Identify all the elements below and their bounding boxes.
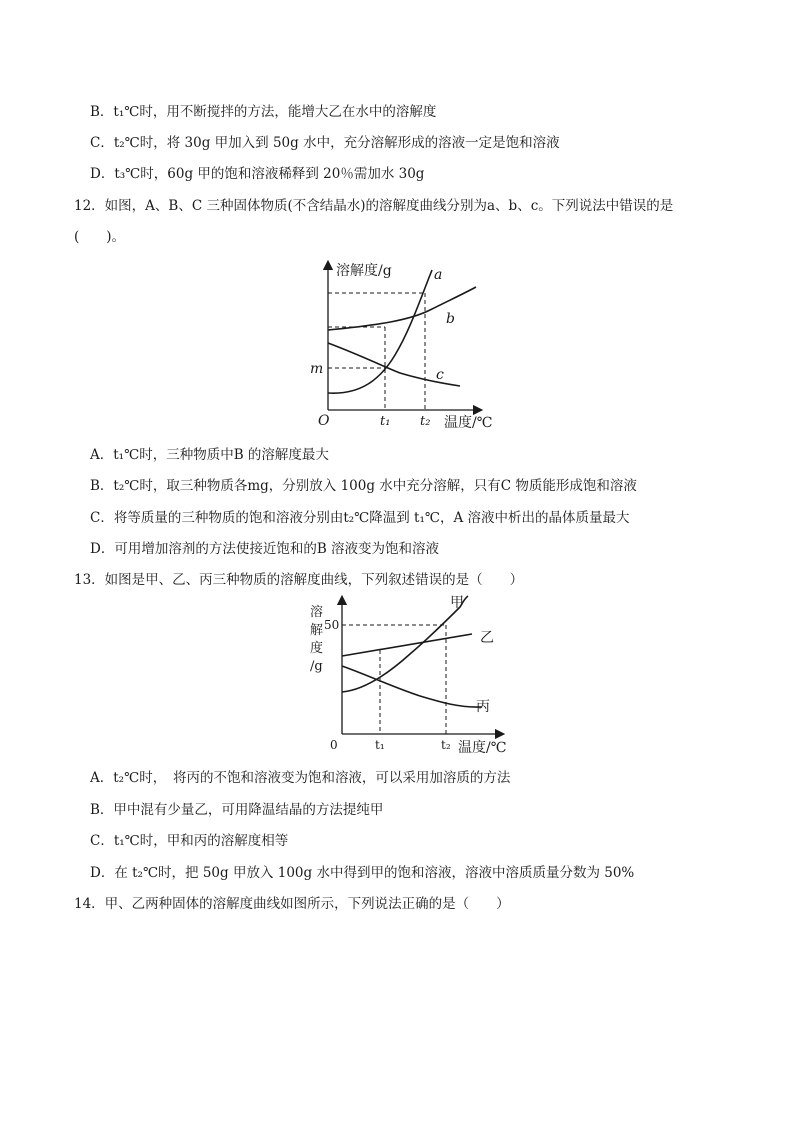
q13-curve-bing-label: 丙 [476, 699, 490, 715]
q13-option-b: B．甲中混有少量乙，可用降温结晶的方法提纯甲 [90, 802, 384, 818]
q12-ylabel: 溶解度/g [336, 263, 392, 279]
q13-solubility-figure [300, 592, 520, 760]
q12-curve-b-label: b [446, 311, 455, 327]
q12-xlabel: 温度/℃ [444, 415, 493, 431]
q13-t2-label: t₂ [441, 738, 451, 752]
q12-m-label: m [310, 361, 324, 377]
q13-stem: 13．如图是甲、乙、丙三种物质的溶解度曲线，下列叙述错误的是（ ） [74, 572, 524, 588]
q13-ylabel-2: 解 [310, 623, 324, 638]
q13-y-tick-50: 50 [324, 618, 340, 632]
q13-curve-yi-label: 乙 [480, 630, 494, 646]
q13-xlabel: 温度/℃ [458, 740, 507, 756]
q13-option-c: C．t₁℃时，甲和丙的溶解度相等 [90, 833, 289, 849]
q13-curve-jia-label: 甲 [450, 595, 464, 611]
q13-option-d: D．在 t₂℃时，把 50g 甲放入 100g 水中得到甲的饱和溶液，溶液中溶质质量分数为 50% [90, 865, 635, 881]
q13-t1-label: t₁ [375, 738, 385, 752]
q13-ylabel-4: /g [310, 659, 323, 674]
q12-option-a: A．t₁℃时，三种物质中B 的溶解度最大 [90, 447, 329, 463]
q13-ylabel-3: 度 [310, 641, 324, 656]
q13-origin: 0 [330, 738, 338, 752]
q12-option-b: B．t₂℃时，取三种物质各mg，分别放入 100g 水中充分溶解，只有C 物质能形成饱和溶液 [90, 478, 637, 494]
q12-stem-cont: ( )。 [74, 229, 126, 245]
q13-option-a: A．t₂℃时， 将丙的不饱和溶液变为饱和溶液，可以采用加溶质的方法 [90, 770, 511, 786]
q14-stem: 14．甲、乙两种固体的溶解度曲线如图所示，下列说法正确的是（ ） [74, 896, 510, 912]
prev-option-c: C．t₂℃时，将 30g 甲加入到 50g 水中，充分溶解形成的溶液一定是饱和溶液 [90, 135, 560, 151]
prev-option-b: B．t₁℃时，用不断搅拌的方法，能增大乙在水中的溶解度 [90, 104, 437, 120]
q12-t2-label: t₂ [420, 414, 431, 429]
q12-origin: O [318, 413, 330, 429]
prev-option-d: D．t₃℃时，60g 甲的饱和溶液稀释到 20％需加水 30g [90, 166, 425, 182]
q13-curve-yi [342, 634, 472, 656]
q12-curve-a [328, 270, 432, 393]
q12-stem: 12．如图，A、B、C 三种固体物质(不含结晶水)的溶解度曲线分别为a、b、c。下列说法中错误的是 [74, 198, 674, 214]
q12-option-d: D．可用增加溶剂的方法使接近饱和的B 溶液变为饱和溶液 [90, 541, 440, 557]
q12-option-c: C．将等质量的三种物质的饱和溶液分别由t₂℃降温到 t₁℃，A 溶液中析出的晶体质量最大 [90, 510, 630, 526]
q12-t1-label: t₁ [380, 414, 391, 429]
q12-curve-a-label: a [434, 267, 443, 283]
q12-solubility-figure [300, 255, 510, 435]
q12-curve-c-label: c [436, 367, 444, 383]
q13-ylabel-1: 溶 [310, 605, 324, 620]
